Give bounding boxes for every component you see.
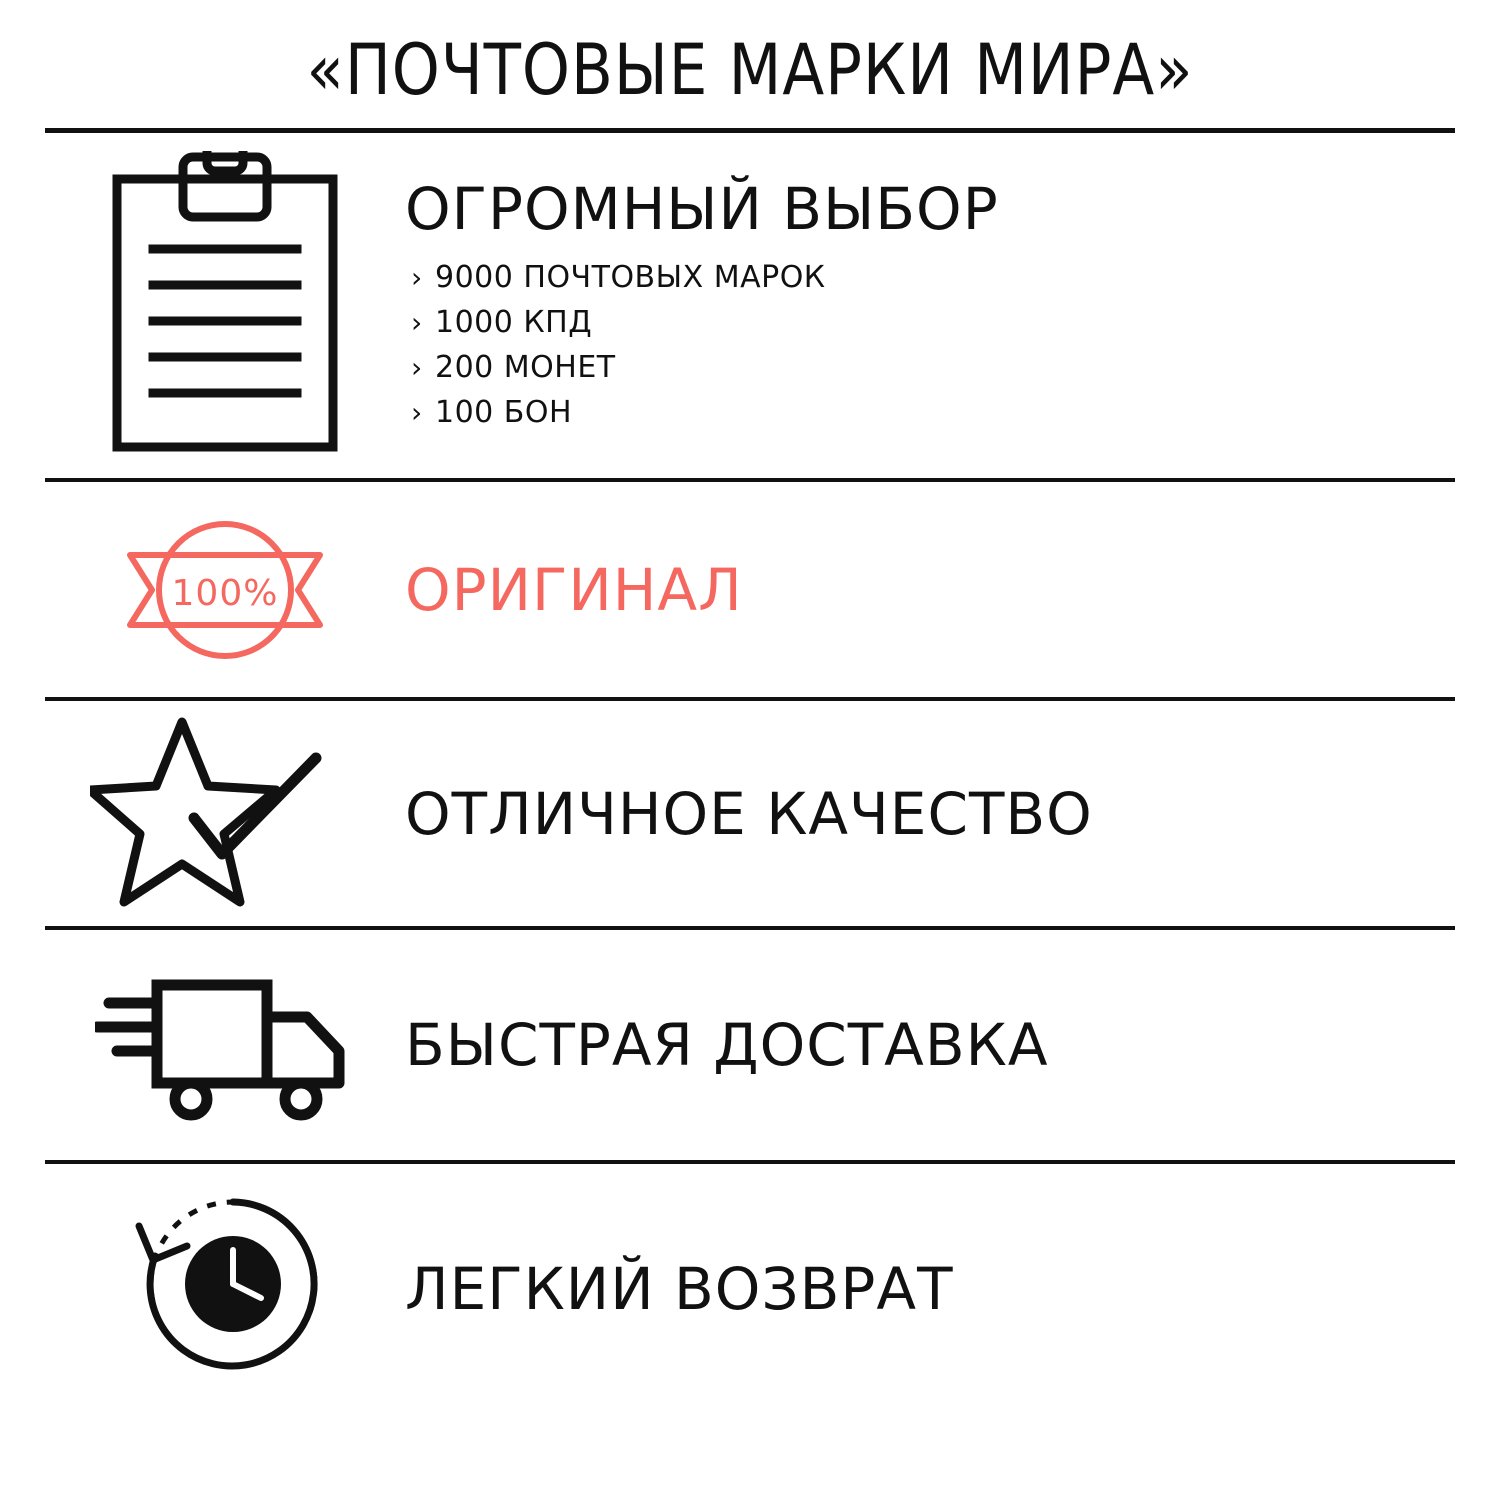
- header: [45, 0, 1455, 133]
- feature-title: БЫСТРАЯ ДОСТАВКА: [405, 1011, 1049, 1079]
- hundred-percent-badge-icon: [110, 505, 340, 675]
- feature-title: ЛЕГКИЙ ВОЗВРАТ: [405, 1255, 954, 1323]
- list-item-label: 100 БОН: [435, 394, 573, 430]
- list-item-label: 200 МОНЕТ: [435, 349, 616, 385]
- delivery-truck-icon: [95, 965, 355, 1125]
- list-item: [411, 390, 1455, 435]
- feature-bullet-list: [411, 255, 1455, 435]
- chevron-right-icon: ›: [411, 395, 423, 429]
- feature-text-delivery: [405, 1013, 1455, 1077]
- feature-row-original: [45, 482, 1455, 697]
- star-check-icon-cell: [45, 714, 405, 914]
- feature-row-quality: [45, 701, 1455, 926]
- feature-title: ОГРОМНЫЙ ВЫБОР: [405, 174, 999, 243]
- chevron-right-icon: ›: [411, 350, 423, 384]
- list-item-label: 9000 ПОЧТОВЫХ МАРОК: [435, 259, 826, 295]
- feature-text-original: [405, 555, 1455, 624]
- list-item: [411, 345, 1455, 390]
- clock-return-icon: [115, 1184, 335, 1394]
- list-item-label: 1000 КПД: [435, 304, 593, 340]
- feature-row-delivery: [45, 930, 1455, 1160]
- list-item: [411, 255, 1455, 300]
- clock-return-icon-cell: [45, 1184, 405, 1394]
- feature-text-huge-selection: [405, 174, 1455, 435]
- feature-text-quality: [405, 779, 1455, 848]
- chevron-right-icon: ›: [411, 260, 423, 294]
- clipboard-icon: [105, 151, 345, 461]
- feature-text-returns: [405, 1257, 1455, 1321]
- badge-label: 100%: [171, 572, 279, 614]
- feature-row-returns: [45, 1164, 1455, 1414]
- badge-icon-cell: [45, 505, 405, 675]
- page-title: «ПОЧТОВЫЕ МАРКИ МИРА»: [306, 29, 1194, 111]
- clipboard-icon-cell: [45, 151, 405, 461]
- truck-icon-cell: [45, 965, 405, 1125]
- feature-title: ОРИГИНАЛ: [405, 555, 743, 624]
- list-item: [411, 300, 1455, 345]
- feature-title: ОТЛИЧНОЕ КАЧЕСТВО: [405, 779, 1093, 848]
- star-check-icon: [90, 714, 360, 914]
- chevron-right-icon: ›: [411, 305, 423, 339]
- feature-row-huge-selection: [45, 133, 1455, 478]
